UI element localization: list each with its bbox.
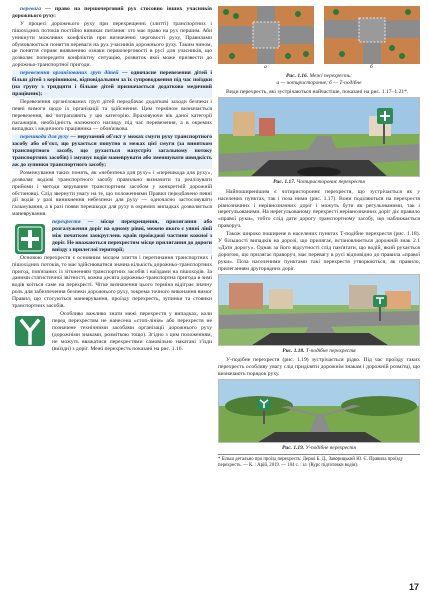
figure-1-18 xyxy=(218,274,420,346)
t-intersection-illustration xyxy=(219,275,420,346)
term-children-groups: перевезення організованих груп дітей xyxy=(20,70,119,77)
paragraph: Основою перехрестя є основним місцем злиття і перетинання транспортних і пішохідних потоків, то має здійснюватися значна кількість дорожньо-транспортних пригод, пов'язаних із зіткненням транспортних засобів і наїздами на пішоходів. За даними статистичної звітності, кожна десята дорожньо-транспортна пригода в зимі водів коїться саме на перехресті. Чітке визначення цього терміна відіграє значну роль для забезпечення безпеки дорожнього руху, зокрема точного виконання вимог Правил, що стосуються маневрування, проїзду перехресть, зупинки та стоянки транспортних засобів. xyxy=(12,254,212,310)
y-intersection-sign-icon xyxy=(12,313,48,349)
term-intersection: перехрестя xyxy=(52,219,81,226)
caption-text: У-подібне перехрестя xyxy=(304,444,356,451)
term-obstacle: перешкода для руху xyxy=(20,134,69,141)
figure-1-16-caption xyxy=(218,73,420,86)
figure-1-18-caption xyxy=(218,348,420,355)
paragraph: Найпоширенішим є чотиристороннє перехрестя, що зустрічається як у населених пунктах, так і поза ними (рис. 1.17). Вони поділяються на перехрестя рівнозначних і нерівнозначних доріг і можуть бути як регульованими, так і нерегульованими. На нерегульованому перехресті нерівнозначних доріг діє правило «правої руки», тобто слід дати дорогу транспортному засобу, що наближається праворуч. xyxy=(218,188,420,230)
paragraph: Особливо важливо знати межі перехрестя у випадках, коли перед перехрестям не нанесена «стоп-лінія» або перехрестя не позначене технічними засобами організації дорожнього руху (дорожніми знаками, розміткою тощо). Згідно з цим положенням, не можуть вважатися перехрестями самовільно накатані з'їзди (виїзди) з доріг. Межі перехресть показані на рис. 1.16. xyxy=(52,310,212,352)
paragraph: У-подібне перехрестя (рис. 1.19) зустрічається рідко. Під час проїзду таких перехресть особливу увагу слід приділяти дорожнім знакам і дорожній розмітці, що визначають порядок руху. xyxy=(218,357,420,377)
caption-text: Чотиристороннє перехрестя xyxy=(295,179,365,186)
y-intersection-illustration xyxy=(219,380,420,443)
four-way-intersection-illustration xyxy=(219,98,420,177)
intersection-sign-icon xyxy=(12,221,48,257)
caption-title: Рис. 1.17. xyxy=(273,179,296,186)
intersection-definition-block xyxy=(12,219,212,254)
def-intersection-text: — місце перехрещення, прилягання або розгалуження доріг на одному рівні, межею якого є уявні лінії між початком заокруглень країв проїжджої частини кожної з доріг. Не вважаються перехрестям місце прилягання до дороги виїзду з прилеглої території; xyxy=(52,219,212,253)
paragraph: Перевезення організованих груп дітей передбачає додаткові заходи безпеки і певні вимоги щодо їх організації та здійснення. Цим терміном визначається перевезення, які потрапляють у цю категорію. Враховуючи вік даної категорії пасажирів, необхідність належного нагляду під час перевезення, а в окремих випадках і медичного працівника — обов'язкова. xyxy=(12,98,212,133)
caption-title: Рис. 1.19. xyxy=(282,444,305,451)
def-perevaha xyxy=(12,6,212,20)
figure-1-17-caption xyxy=(218,179,420,186)
label-b: б xyxy=(370,64,373,70)
paragraph: Також широко поширене в населених пунктах Т-подібне перехрестя (рис. 1.18). У більшості випадків на дорозі, що прилягає, встановлюється дорожній знак 2.1 «Дати дорогу». Однак за його відсутності слід пам'ятати, що водій, який рухається дорогою, що прилягає праворуч, має перевагу в русі відповідно до правила «правої руки». Поза населеними пунктами такі перехрестя утворюються, як правило, прилеганням другорядних доріг. xyxy=(218,231,420,272)
figure-1-19 xyxy=(218,379,420,443)
def-children-groups xyxy=(12,70,212,98)
term-perevaha: перевага xyxy=(20,6,41,12)
footnote: * Більш детально про проїзд перехресть: Дерюі Б. Д., Заворицький Ю. Є. Правила проїзду перехресть. — К. : Арій, 2019. — 104 с. : іл. (Курс підготовки водія). xyxy=(218,454,420,469)
figure-1-16-labels xyxy=(218,64,420,71)
figure-1-17 xyxy=(218,97,420,177)
def-perevaha-text: — право на першочерговий рух стосовно інших учасників дорожнього руху: xyxy=(12,6,212,19)
def-obstacle xyxy=(12,134,212,169)
def-intersection xyxy=(52,219,212,254)
caption-text: Межі перехресть: xyxy=(308,73,353,79)
label-a: а xyxy=(264,64,267,70)
def-obstacle-text: — нерухомий об'єкт у межах смуги руху транспортного засобу або об'єкт, що рухається попутно в межах цієї смуги (за винятком транспортного засобу, що рухається назустріч загальному потоку транспортних засобів) і змушує водія маневрувати або зменшувати швидкість аж до зупинки транспортного засобу; xyxy=(12,134,212,168)
left-column xyxy=(12,6,212,566)
figure-1-19-caption xyxy=(218,445,420,452)
page-number: 17 xyxy=(408,582,419,592)
caption-text: Т-подібне перехрестя xyxy=(304,347,356,354)
def-children-groups-text: — одночасне перевезення дітей і більш дітей з керівником, відповідальним за їх супроводження під час поїздки (на групу з тридцяти і більше дітей призначається додатково медичний працівник); xyxy=(12,70,212,97)
intersection-bounds-illustration xyxy=(218,6,420,64)
caption-title: Рис. 1.18. xyxy=(282,347,305,354)
intersection-y-block xyxy=(12,311,212,352)
paragraph: У процесі дорожнього руху при перехрещенні (злитті) транспортних і пішохідних потоків постійно виникає питання: хто має право на рух першим. Аби уникнути можливих конфліктів при визначенні черговості руху, Правилами обумовлюється поняття переваги на рух учасників дорожнього руху. Таким чином, це поняття сприяє виявленню ознаки першочерговості в русі для учасників, що дозволяє попередити конфліктну ситуацію, розвиток якої може призвести до дорожньо-транспортної пригоди. xyxy=(12,20,212,69)
caption-sub: а — чотиристоронне; б — Т-подібне xyxy=(276,79,362,86)
paragraph: Розмежування таких понять, як «небезпека для руху» і «перешкода для руху», дозволяє водієві транспортного засобу правильно визначити та реалізувати прийоми і методи керування транспортним засобом у конкретній дорожній обстановці. Слід звернути увагу на те, що положеннями Правил передбачено певні дії водія у разі виникнення небезпеки для руху — одночасно застосовувати гальмування, а в разі появи перешкоди для руху в окремих випадках дозволяється маневрування. xyxy=(12,169,212,218)
paragraph: Види перехресть, які зустрічаються найчастіше, показані на рис. 1.17–1.21*. xyxy=(226,89,409,96)
caption-title: Рис. 1.16. xyxy=(285,73,309,79)
figure-1-16 xyxy=(218,6,420,64)
right-column xyxy=(218,6,420,596)
